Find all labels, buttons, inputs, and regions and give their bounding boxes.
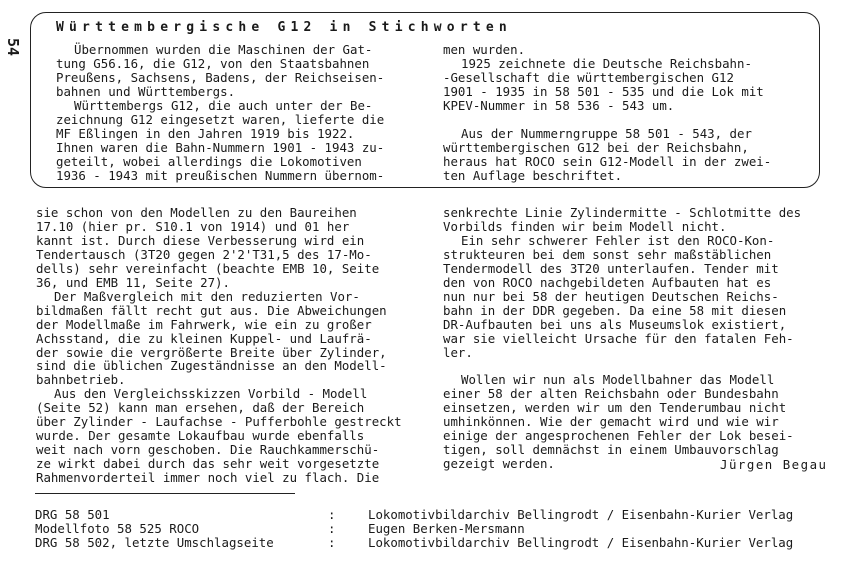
paragraph: men wurden. (443, 42, 526, 57)
credit-label: DRG 58 502, letzte Umschlagseite (35, 535, 274, 550)
page-number: 54 (4, 38, 22, 57)
box-left-column (56, 43, 410, 183)
paragraph: sie schon von den Modellen zu den Baureihen 17.10 (hier pr. S10.1 von 1914) und 01 her kannt ist. Durch diese Verbesserung wird ein Tendertausch (3T20 gegen 2'2'T31,5 des 17-Mo- dells) sehr vereinfacht (beachte EMB 10, Seite 36, und EMB 11, Seite 27). (36, 205, 380, 290)
credit-label: Modellfoto 58 525 ROCO (35, 521, 200, 536)
paragraph: Der Maßvergleich mit den reduzierten Vor- bildmaßen fällt recht gut aus. Die Abweichungen der Modellmaße im Fahrwerk, wie ein zu großer Achsstand, die zu kleinen Kuppel- und Laufrä- der sowie die vergrößerte Breite über Zylinder, sind die üblichen Zugeständnisse an den Modell- bahnbetrieb. (36, 288, 387, 388)
paragraph: Aus der Nummerngruppe 58 501 - 543, der württembergischen G12 bei der Reichsbahn, heraus hat ROCO sein G12-Modell in der zwei- ten Auflage beschriftet. (443, 125, 772, 183)
author-signature: Jürgen Begau (720, 457, 828, 472)
box-right-column (443, 43, 803, 183)
paragraph: Aus den Vergleichsskizzen Vorbild - Modell (Seite 52) kann man ersehen, daß der Bereich über Zylinder - Laufachse - Pufferbohle gestreckt wurde. Der gesamte Lokaufbau wurde ebenfalls weit nach vorn geschoben. Die Rauchkammerschü- ze wirkt dabei durch das sehr weit vorgesetzte Rahmenvorderteil immer noch viel zu flach. Die (36, 386, 402, 486)
paragraph: Übernommen wurden die Maschinen der Gat- tung G56.16, die G12, von den Staatsbahnen Preußens, Sachsens, Badens, der Reichseisen- bahnen und Württembergs. (56, 42, 385, 99)
paragraph: Wollen wir nun als Modellbahner das Modell einer 58 der alten Reichsbahn oder Bundesbahn einsetzen, werden wir um den Tenderumbau nicht umhinkönnen. Wie der gemacht wird und wie wir einige der angesprochenen Fehler der Lok besei- tigen, soll demnächst in einem Umbauvorschlag gezeigt werden. (443, 372, 794, 472)
credit-label: DRG 58 501 (35, 507, 110, 522)
credit-value: Eugen Berken-Mersmann (368, 521, 525, 536)
body-left-column (36, 206, 416, 485)
box-title: Württembergische G12 in Stichworten (56, 20, 512, 35)
paragraph: senkrechte Linie Zylindermitte - Schlotmitte des Vorbilds finden wir beim Modell nicht. (443, 205, 802, 234)
divider (35, 493, 295, 494)
credit-colon: : (328, 521, 336, 536)
credit-value: Lokomotivbildarchiv Bellingrodt / Eisenbahn-Kurier Verlag (368, 535, 794, 550)
credit-colon: : (328, 507, 336, 522)
body-right-column (443, 206, 825, 471)
credit-value: Lokomotivbildarchiv Bellingrodt / Eisenbahn-Kurier Verlag (368, 507, 794, 522)
paragraph: 1925 zeichnete die Deutsche Reichsbahn- -Gesellschaft die württembergischen G12 1901 - 1935 in 58 501 - 535 und die Lok mit KPEV-Nummer in 58 536 - 543 um. (443, 55, 764, 113)
paragraph: Ein sehr schwerer Fehler ist den ROCO-Kon- strukteuren bei dem sonst sehr maßstäblichen Tendermodell des 3T20 unterlaufen. Tender mit den von ROCO nachgebildeten Aufbauten hat es nun nur bei 58 der heutigen Deutschen Reichs- bahn in der DDR gegeben. Da eine 58 mit diesen DR-Aufbauten bei uns als Museumslok existiert, war sie vielleicht Ursache für den fatalen Feh- ler. (443, 232, 794, 360)
paragraph: Württembergs G12, die auch unter der Be- zeichnung G12 eingesetzt waren, lieferte die MF Eßlingen in den Jahren 1919 bis 1922. Ihnen waren die Bahn-Nummern 1901 - 1943 zu- geteilt, wobei allerdings die Lokomotiven 1936 - 1943 mit preußischen Nummern übernom- (56, 97, 385, 183)
credit-colon: : (328, 535, 336, 550)
